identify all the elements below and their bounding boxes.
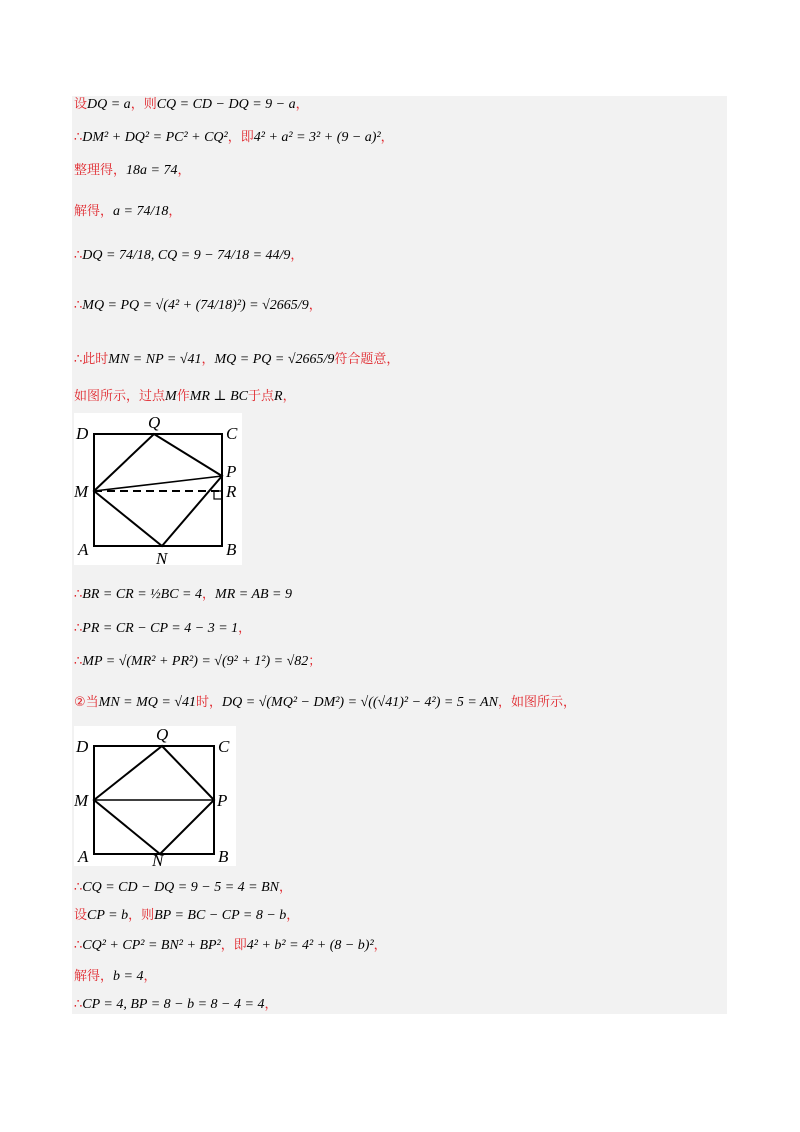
text-line-11 xyxy=(74,654,321,670)
math-text: R xyxy=(274,389,283,404)
geometry-figure-2 xyxy=(74,726,236,866)
label-D: D xyxy=(76,424,89,443)
cn-text: ， xyxy=(168,204,182,219)
cn-text: ， xyxy=(282,389,296,404)
label-B: B xyxy=(226,540,237,559)
math-text: a = 74/18 xyxy=(113,204,169,219)
cn-text: ，则 xyxy=(128,908,155,923)
cn-text: 解得， xyxy=(74,204,114,219)
label-B: B xyxy=(218,847,229,866)
cn-text: ∴ xyxy=(74,248,83,263)
text-line-5 xyxy=(74,248,303,264)
cn-text: ，即 xyxy=(220,938,247,953)
label-N: N xyxy=(156,549,168,565)
text-line-9 xyxy=(74,587,292,603)
text-line-4 xyxy=(74,204,181,220)
text-line-10 xyxy=(74,621,251,637)
label-P: P xyxy=(226,462,237,481)
label-N: N xyxy=(152,851,164,866)
cn-text: ， xyxy=(290,248,304,263)
math-text: M xyxy=(165,389,177,404)
math-text: BP = BC − CP = 8 − b xyxy=(154,908,287,923)
cn-text: ∴ xyxy=(74,654,83,669)
cn-text: ， xyxy=(373,938,387,953)
cn-text: ，即 xyxy=(227,130,254,145)
cn-text: 设 xyxy=(74,908,88,923)
cn-text: ∴ xyxy=(74,587,83,602)
cn-text: ， xyxy=(201,352,215,367)
cn-text: ， xyxy=(308,298,322,313)
cn-text: 设 xyxy=(74,97,88,112)
right-angle-mark xyxy=(214,491,222,499)
text-line-8 xyxy=(74,389,296,405)
label-A: A xyxy=(78,847,89,866)
math-text: DQ = √(MQ² − DM²) = √((√41)² − 4²) = 5 = AN xyxy=(222,695,498,710)
text-line-13 xyxy=(74,880,292,896)
math-text: MN = MQ = √41 xyxy=(98,695,197,710)
cn-text: ∴此时 xyxy=(74,352,109,367)
text-line-6 xyxy=(74,298,322,314)
cn-text: 时， xyxy=(196,695,223,710)
math-text: DM² + DQ² = PC² + CQ² xyxy=(82,130,228,145)
geometry-figure-1 xyxy=(74,413,242,565)
text-line-1 xyxy=(74,97,309,113)
cn-text: ， xyxy=(286,908,300,923)
math-text: MP = √(MR² + PR²) = √(9² + 1²) = √82 xyxy=(82,654,309,669)
label-M: M xyxy=(74,482,89,501)
math-text: DQ = 74/18, CQ = 9 − 74/18 = 44/9 xyxy=(82,248,291,263)
text-line-15 xyxy=(74,938,387,954)
cn-text: 解得， xyxy=(74,969,114,984)
text-line-14 xyxy=(74,908,299,924)
text-line-17 xyxy=(74,997,277,1013)
math-text: 4² + b² = 4² + (8 − b)² xyxy=(246,938,374,953)
cn-text: ∴ xyxy=(74,298,83,313)
cn-text: ∴ xyxy=(74,880,83,895)
cn-text: ∴ xyxy=(74,130,83,145)
label-Q: Q xyxy=(156,726,169,744)
math-text: CP = b xyxy=(87,908,129,923)
text-line-2 xyxy=(74,130,394,146)
cn-text: ，则 xyxy=(130,97,157,112)
cn-text: ， xyxy=(238,621,252,636)
math-text: CQ = CD − DQ = 9 − 5 = 4 = BN xyxy=(82,880,279,895)
label-R: R xyxy=(226,482,237,501)
label-Q: Q xyxy=(148,413,161,432)
cn-text: ， xyxy=(380,130,394,145)
math-text: MQ = PQ = √2665/9 xyxy=(214,352,335,367)
cn-text: 整理得， xyxy=(74,163,127,178)
text-line-3 xyxy=(74,163,190,179)
cn-text: 作 xyxy=(176,389,190,404)
figure-1-svg xyxy=(74,413,242,565)
math-text: MR = AB = 9 xyxy=(215,587,292,602)
cn-text: ， xyxy=(143,969,157,984)
cn-text: ②当 xyxy=(74,695,99,710)
text-line-12 xyxy=(74,695,576,711)
math-text: BR = CR = ½BC = 4 xyxy=(82,587,203,602)
figure-2-svg xyxy=(74,726,236,866)
cn-text: ， xyxy=(295,97,309,112)
label-M: M xyxy=(74,791,89,810)
cn-text: 于点 xyxy=(247,389,274,404)
cn-text: 符合题意， xyxy=(334,352,400,367)
segment-mp xyxy=(94,476,222,491)
text-line-16 xyxy=(74,969,156,985)
math-text: 18a = 74 xyxy=(126,163,178,178)
math-text: MR ⊥ BC xyxy=(189,389,248,404)
math-text: CQ² + CP² = BN² + BP² xyxy=(82,938,221,953)
cn-text: ∴ xyxy=(74,997,83,1012)
cn-text: ∴ xyxy=(74,621,83,636)
label-A: A xyxy=(78,540,89,559)
label-D: D xyxy=(76,737,89,756)
cn-text: ， xyxy=(264,997,278,1012)
cn-text: ，如图所示， xyxy=(497,695,576,710)
cn-text: ， xyxy=(202,587,216,602)
cn-text: ； xyxy=(308,654,322,669)
label-P: P xyxy=(217,791,228,810)
math-text: CP = 4, BP = 8 − b = 8 − 4 = 4 xyxy=(82,997,265,1012)
cn-text: ， xyxy=(177,163,191,178)
text-line-7 xyxy=(74,352,399,368)
math-text: DQ = a xyxy=(87,97,131,112)
label-C: C xyxy=(218,737,230,756)
cn-text: ， xyxy=(278,880,292,895)
math-text: b = 4 xyxy=(113,969,144,984)
label-C: C xyxy=(226,424,238,443)
cn-text: 如图所示，过点 xyxy=(74,389,166,404)
math-text: MN = NP = √41 xyxy=(108,352,202,367)
math-text: 4² + a² = 3² + (9 − a)² xyxy=(253,130,381,145)
math-text: PR = CR − CP = 4 − 3 = 1 xyxy=(82,621,239,636)
math-text: CQ = CD − DQ = 9 − a xyxy=(156,97,296,112)
cn-text: ∴ xyxy=(74,938,83,953)
math-text: MQ = PQ = √(4² + (74/18)²) = √2665/9 xyxy=(82,298,309,313)
